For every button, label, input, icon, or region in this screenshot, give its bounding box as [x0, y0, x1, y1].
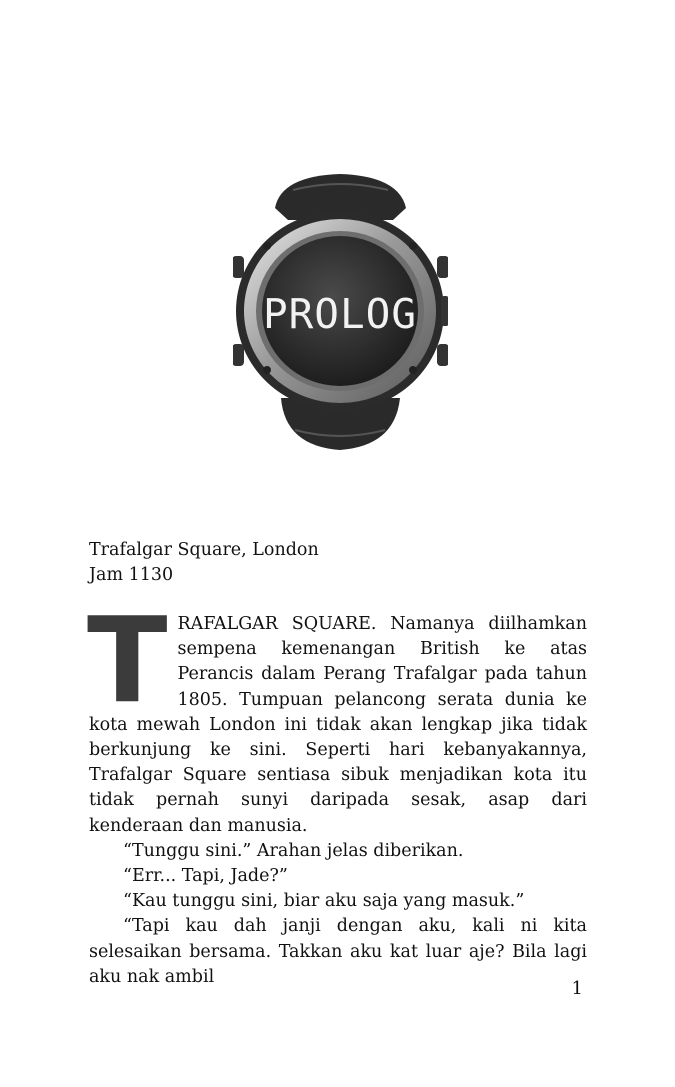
time-label: Jam 1130	[89, 565, 174, 585]
watch-display-text: PROLOG	[262, 290, 418, 338]
first-paragraph-text: RAFALGAR SQUARE. Namanya diilhamkan sempena kemenangan British ke atas Perancis dalam Perang Trafalgar pada tahun 1805. Tumpuan pelancong serata dunia ke kota mewah London ini tidak akan lengkap jika tidak berkunjung ke sini. Seperti hari kebanyakannya, Trafalgar Square sentiasa sibuk menjadikan kota itu tidak pernah sunyi daripada sesak, asap dari kenderaan dan manusia.	[89, 614, 587, 836]
chapter-body	[87, 591, 587, 990]
first-paragraph	[87, 591, 587, 839]
watch-illustration	[233, 168, 448, 453]
dialogue-line: “Tunggu sini.” Arahan jelas diberikan.	[123, 840, 464, 861]
location-heading	[89, 538, 319, 588]
dialogue-line: “Kau tunggu sini, biar aku saja yang masuk.”	[123, 891, 525, 912]
dialogue-line: “Tapi kau dah janji dengan aku, kali ni kita selesaikan bersama. Takkan aku kat luar aje? Bila lagi aku nak ambil	[89, 916, 587, 987]
dialogue-line: “Err... Tapi, Jade?”	[123, 866, 288, 887]
page-number: 1	[571, 978, 583, 999]
place-label: Trafalgar Square, London	[89, 540, 319, 560]
drop-cap: T	[87, 591, 168, 729]
